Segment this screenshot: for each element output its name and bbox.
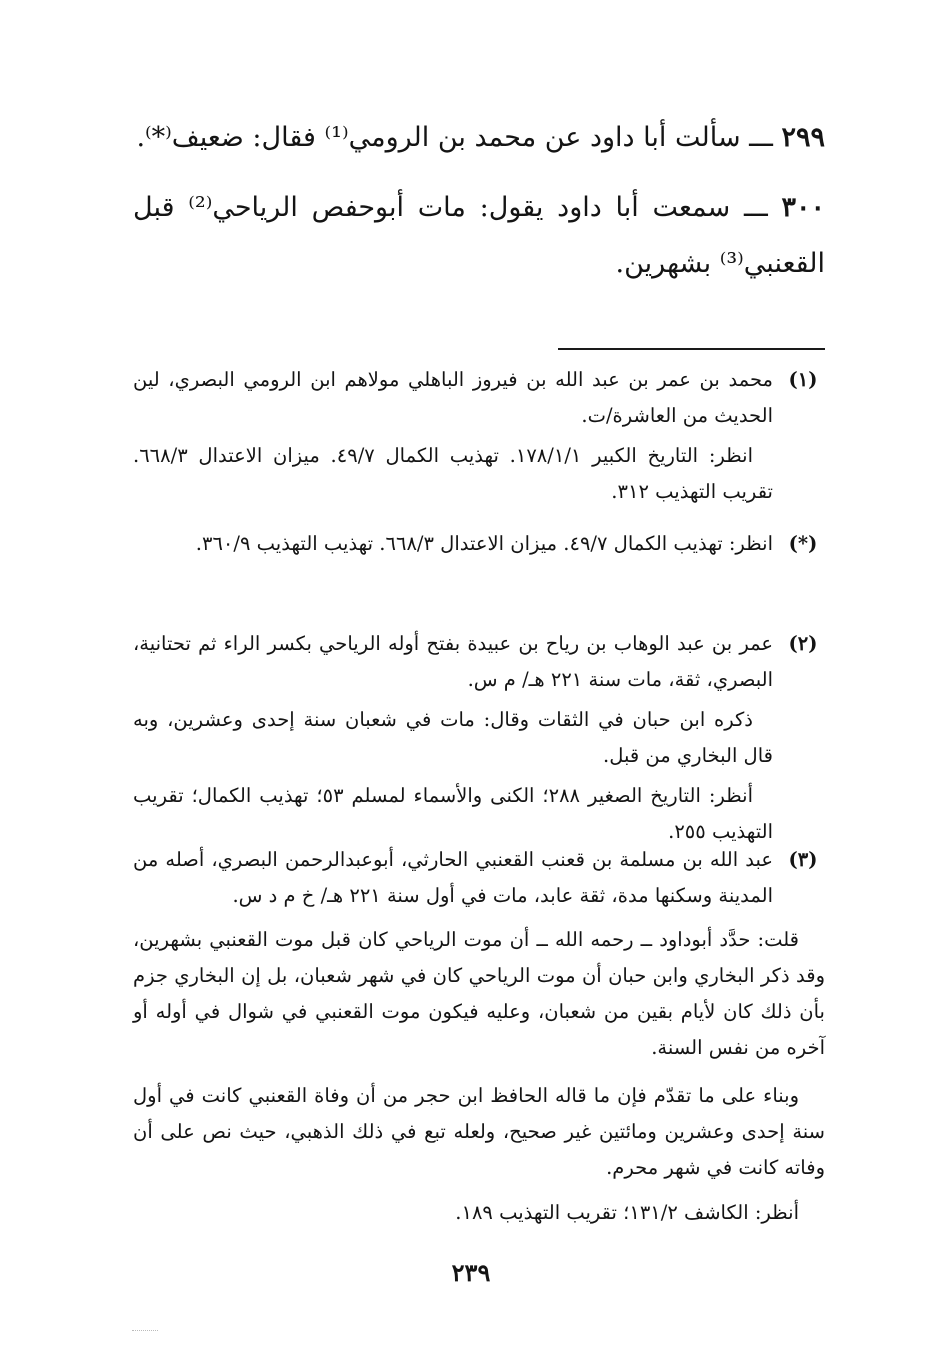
footnote-label: (*): [788, 532, 818, 555]
footnote-1: [133, 362, 825, 510]
entry-text: ـــ سمعت أبا داود يقول: مات أبوحفص الرياحي⁽²⁾ قبل القعنبي⁽³⁾ بشهرين.: [133, 192, 825, 279]
footnote-paragraph: أنظر: التاريخ الصغير ٢٨٨؛ الكنى والأسماء لمسلم ٥٣؛ تهذيب الكمال؛ تقريب التهذيب ٢٥٥.: [133, 784, 773, 843]
footnote-paragraph: ذكره ابن حبان في الثقات وقال: مات في شعبان سنة إحدى وعشرين، وبه قال البخاري من قبل.: [133, 708, 773, 767]
footnote-2: [133, 626, 825, 850]
commentary-note: [133, 1078, 825, 1186]
entry-text: ـــ سألت أبا داود عن محمد بن الرومي⁽¹⁾ فقال: ضعيف⁽*⁾.: [136, 122, 773, 153]
entry-number: ٣٠٠: [781, 192, 825, 223]
commentary-reference: [133, 1195, 825, 1231]
footnote-label: (١): [788, 368, 818, 391]
footnote-3: [133, 842, 825, 914]
footnote-separator: [558, 348, 825, 350]
footnote-label: (٢): [788, 632, 818, 655]
footnote-paragraph: محمد بن عمر بن عبد الله بن فيروز الباهلي مولاهم ابن الرومي البصري، لين الحديث من العاشرة/ت.: [133, 368, 773, 427]
commentary-note: [133, 922, 825, 1066]
entry-300: [133, 180, 825, 292]
commentary-paragraph: قلت: حدَّد أبوداود ــ رحمه الله ــ أن موت الرياحي كان قبل موت القعنبي بشهرين، وقد ذكر البخاري وابن حبان أن موت الرياحي كان في شهر شعبان، بل إن البخاري جزم بأن ذلك كان لأيام بقين من شعبان، وعليه فيكون موت القعنبي في شوال في أوله أو آخره من نفس السنة.: [133, 928, 825, 1059]
entry-299: [133, 110, 825, 166]
footnote-paragraph: انظر: تهذيب الكمال ٤٩/٧. ميزان الاعتدال ٦٦٨/٣. تهذيب التهذيب ٣٦٠/٩.: [195, 532, 773, 555]
commentary-paragraph: أنظر: الكاشف ١٣١/٢؛ تقريب التهذيب ١٨٩.: [455, 1201, 799, 1224]
footnote-label: (٣): [788, 848, 818, 871]
footnote-paragraph: انظر: التاريخ الكبير ١٧٨/١/١. تهذيب الكمال ٤٩/٧. ميزان الاعتدال ٦٦٨/٣. تقريب التهذيب ٣١٢.: [133, 444, 773, 503]
page-number: ٢٣٩: [451, 1258, 491, 1287]
footnote-star: [133, 526, 825, 562]
entry-number: ٢٩٩: [781, 122, 825, 153]
scan-mark: [132, 1330, 158, 1333]
footnote-paragraph: عبد الله بن مسلمة بن قعنب القعنبي الحارثي، أبوعبدالرحمن البصري، أصله من المدينة وسكنها مدة، ثقة عابد، مات في أول سنة ٢٢١ هـ/ خ م د س.: [133, 848, 773, 907]
commentary-paragraph: وبناء على ما تقدّم فإن ما قاله الحافظ ابن حجر من أن وفاة القعنبي كانت في أول سنة إحدى وعشرين ومائتين غير صحيح، ولعله تبع في ذلك الذهبي، حيث نص على أن وفاته كانت في شهر محرم.: [133, 1084, 825, 1179]
footnote-paragraph: عمر بن عبد الوهاب بن رياح بن عبيدة بفتح أوله الرياحي بكسر الراء ثم تحتانية، البصري، ثقة، مات سنة ٢٢١ هـ/ م س.: [133, 632, 773, 691]
